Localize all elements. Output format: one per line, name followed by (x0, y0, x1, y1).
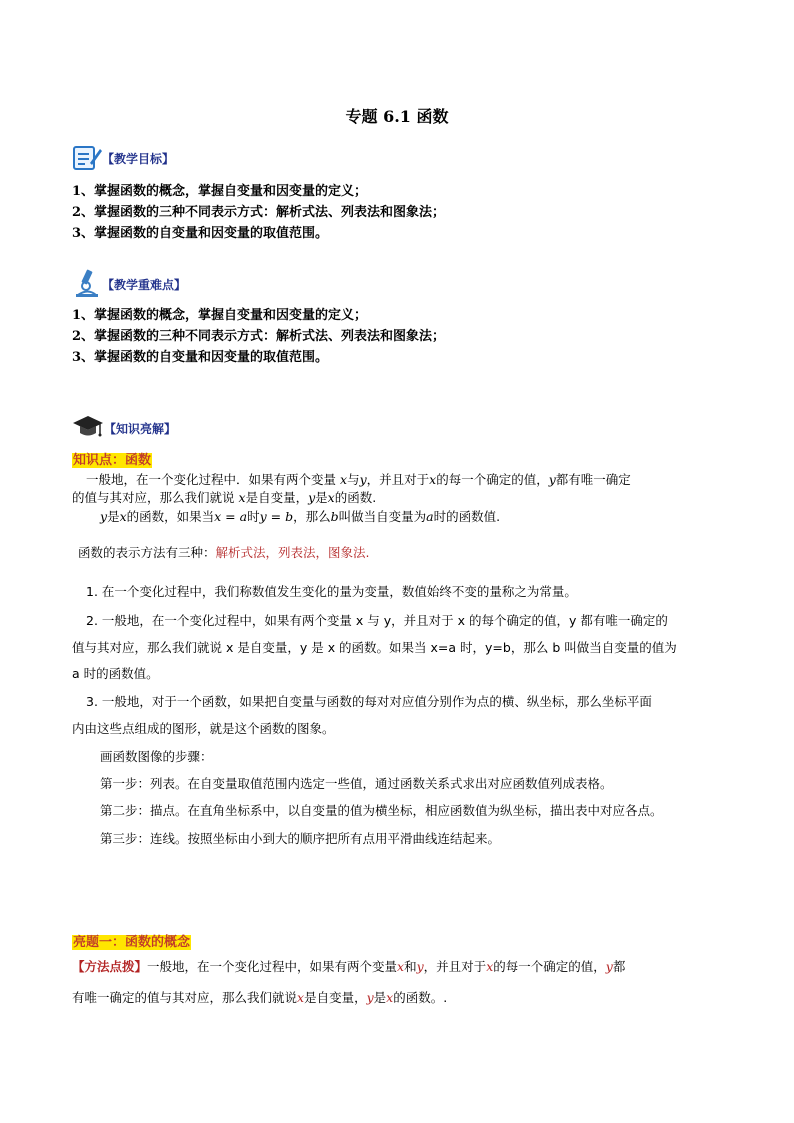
function-value-line: y是x的函数，如果当x = a时y = b，那么b叫做当自变量为a时的函数值. (100, 509, 501, 524)
step-2: 第二步：描点。在直角坐标系中，以自变量的值为横坐标，相应函数值为纵坐标，描出表中对应各点。 (100, 803, 663, 818)
keypoint-item: 1、掌握函数的概念，掌握自变量和因变量的定义； (72, 308, 368, 323)
microscope-icon (72, 268, 100, 296)
keypoints-heading: 【教学重难点】 (102, 278, 187, 292)
definition-line-1: 一般地，在一个变化过程中．如果有两个变量 x与y，并且对于x的每一个确定的值，y都有唯一确定 (86, 472, 631, 487)
note-3-line-1: 3. 一般地，对于一个函数，如果把自变量与函数的每对对应值分别作为点的横、纵坐标，那么坐标平面 (86, 694, 652, 709)
note-2-line-1: 2. 一般地，在一个变化过程中，如果有两个变量 x 与 y，并且对于 x 的每个确定的值，y 都有唯一确定的 (86, 613, 668, 628)
note-1: 1. 在一个变化过程中，我们称数值发生变化的量为变量，数值始终不变的量称之为常量。 (86, 584, 577, 599)
keypoint-item: 2、掌握函数的三种不同表示方式：解析式法、列表法和图象法； (72, 329, 446, 344)
method-tip-line-2: 有唯一确定的值与其对应，那么我们就说x是自变量，y是x的函数。. (72, 990, 448, 1005)
keypoint-item: 3、掌握函数的自变量和因变量的取值范围。 (72, 350, 329, 365)
goal-item: 1、掌握函数的概念，掌握自变量和因变量的定义； (72, 184, 368, 199)
goal-item: 2、掌握函数的三种不同表示方式：解析式法、列表法和图象法； (72, 205, 446, 220)
goals-heading: 【教学目标】 (102, 152, 175, 166)
goal-item: 3、掌握函数的自变量和因变量的取值范围。 (72, 226, 329, 241)
step-1: 第一步：列表。在自变量取值范围内选定一些值，通过函数关系式求出对应函数值列成表格。 (100, 776, 613, 791)
graduation-cap-icon (72, 412, 100, 440)
notepad-icon (72, 143, 100, 171)
representation-line: 函数的表示方法有三种：解析式法，列表法，图象法. (78, 545, 370, 560)
method-tip-line-1: 【方法点拨】一般地，在一个变化过程中，如果有两个变量x和y，并且对于x的每一个确定的值，y都 (72, 959, 626, 974)
note-2-line-3: a 时的函数值。 (72, 666, 159, 681)
step-3: 第三步：连线。按照坐标由小到大的顺序把所有点用平滑曲线连结起来。 (100, 831, 501, 846)
knowledge-point-label: 知识点：函数 (73, 453, 152, 468)
topic-1-label: 亮题一：函数的概念 (73, 935, 191, 950)
note-3-line-2: 内由这些点组成的图形，就是这个函数的图象。 (72, 721, 335, 736)
page-title: 专题 6.1 函数 (345, 107, 449, 126)
definition-line-2: 的值与其对应，那么我们就说 x是自变量，y是x的函数. (72, 490, 377, 505)
steps-title: 画函数图像的步骤： (100, 749, 213, 764)
note-2-line-2: 值与其对应，那么我们就说 x 是自变量，y 是 x 的函数。如果当 x=a 时，y=b，那么 b 叫做当自变量的值为 (72, 640, 677, 655)
knowledge-heading: 【知识亮解】 (104, 422, 177, 436)
